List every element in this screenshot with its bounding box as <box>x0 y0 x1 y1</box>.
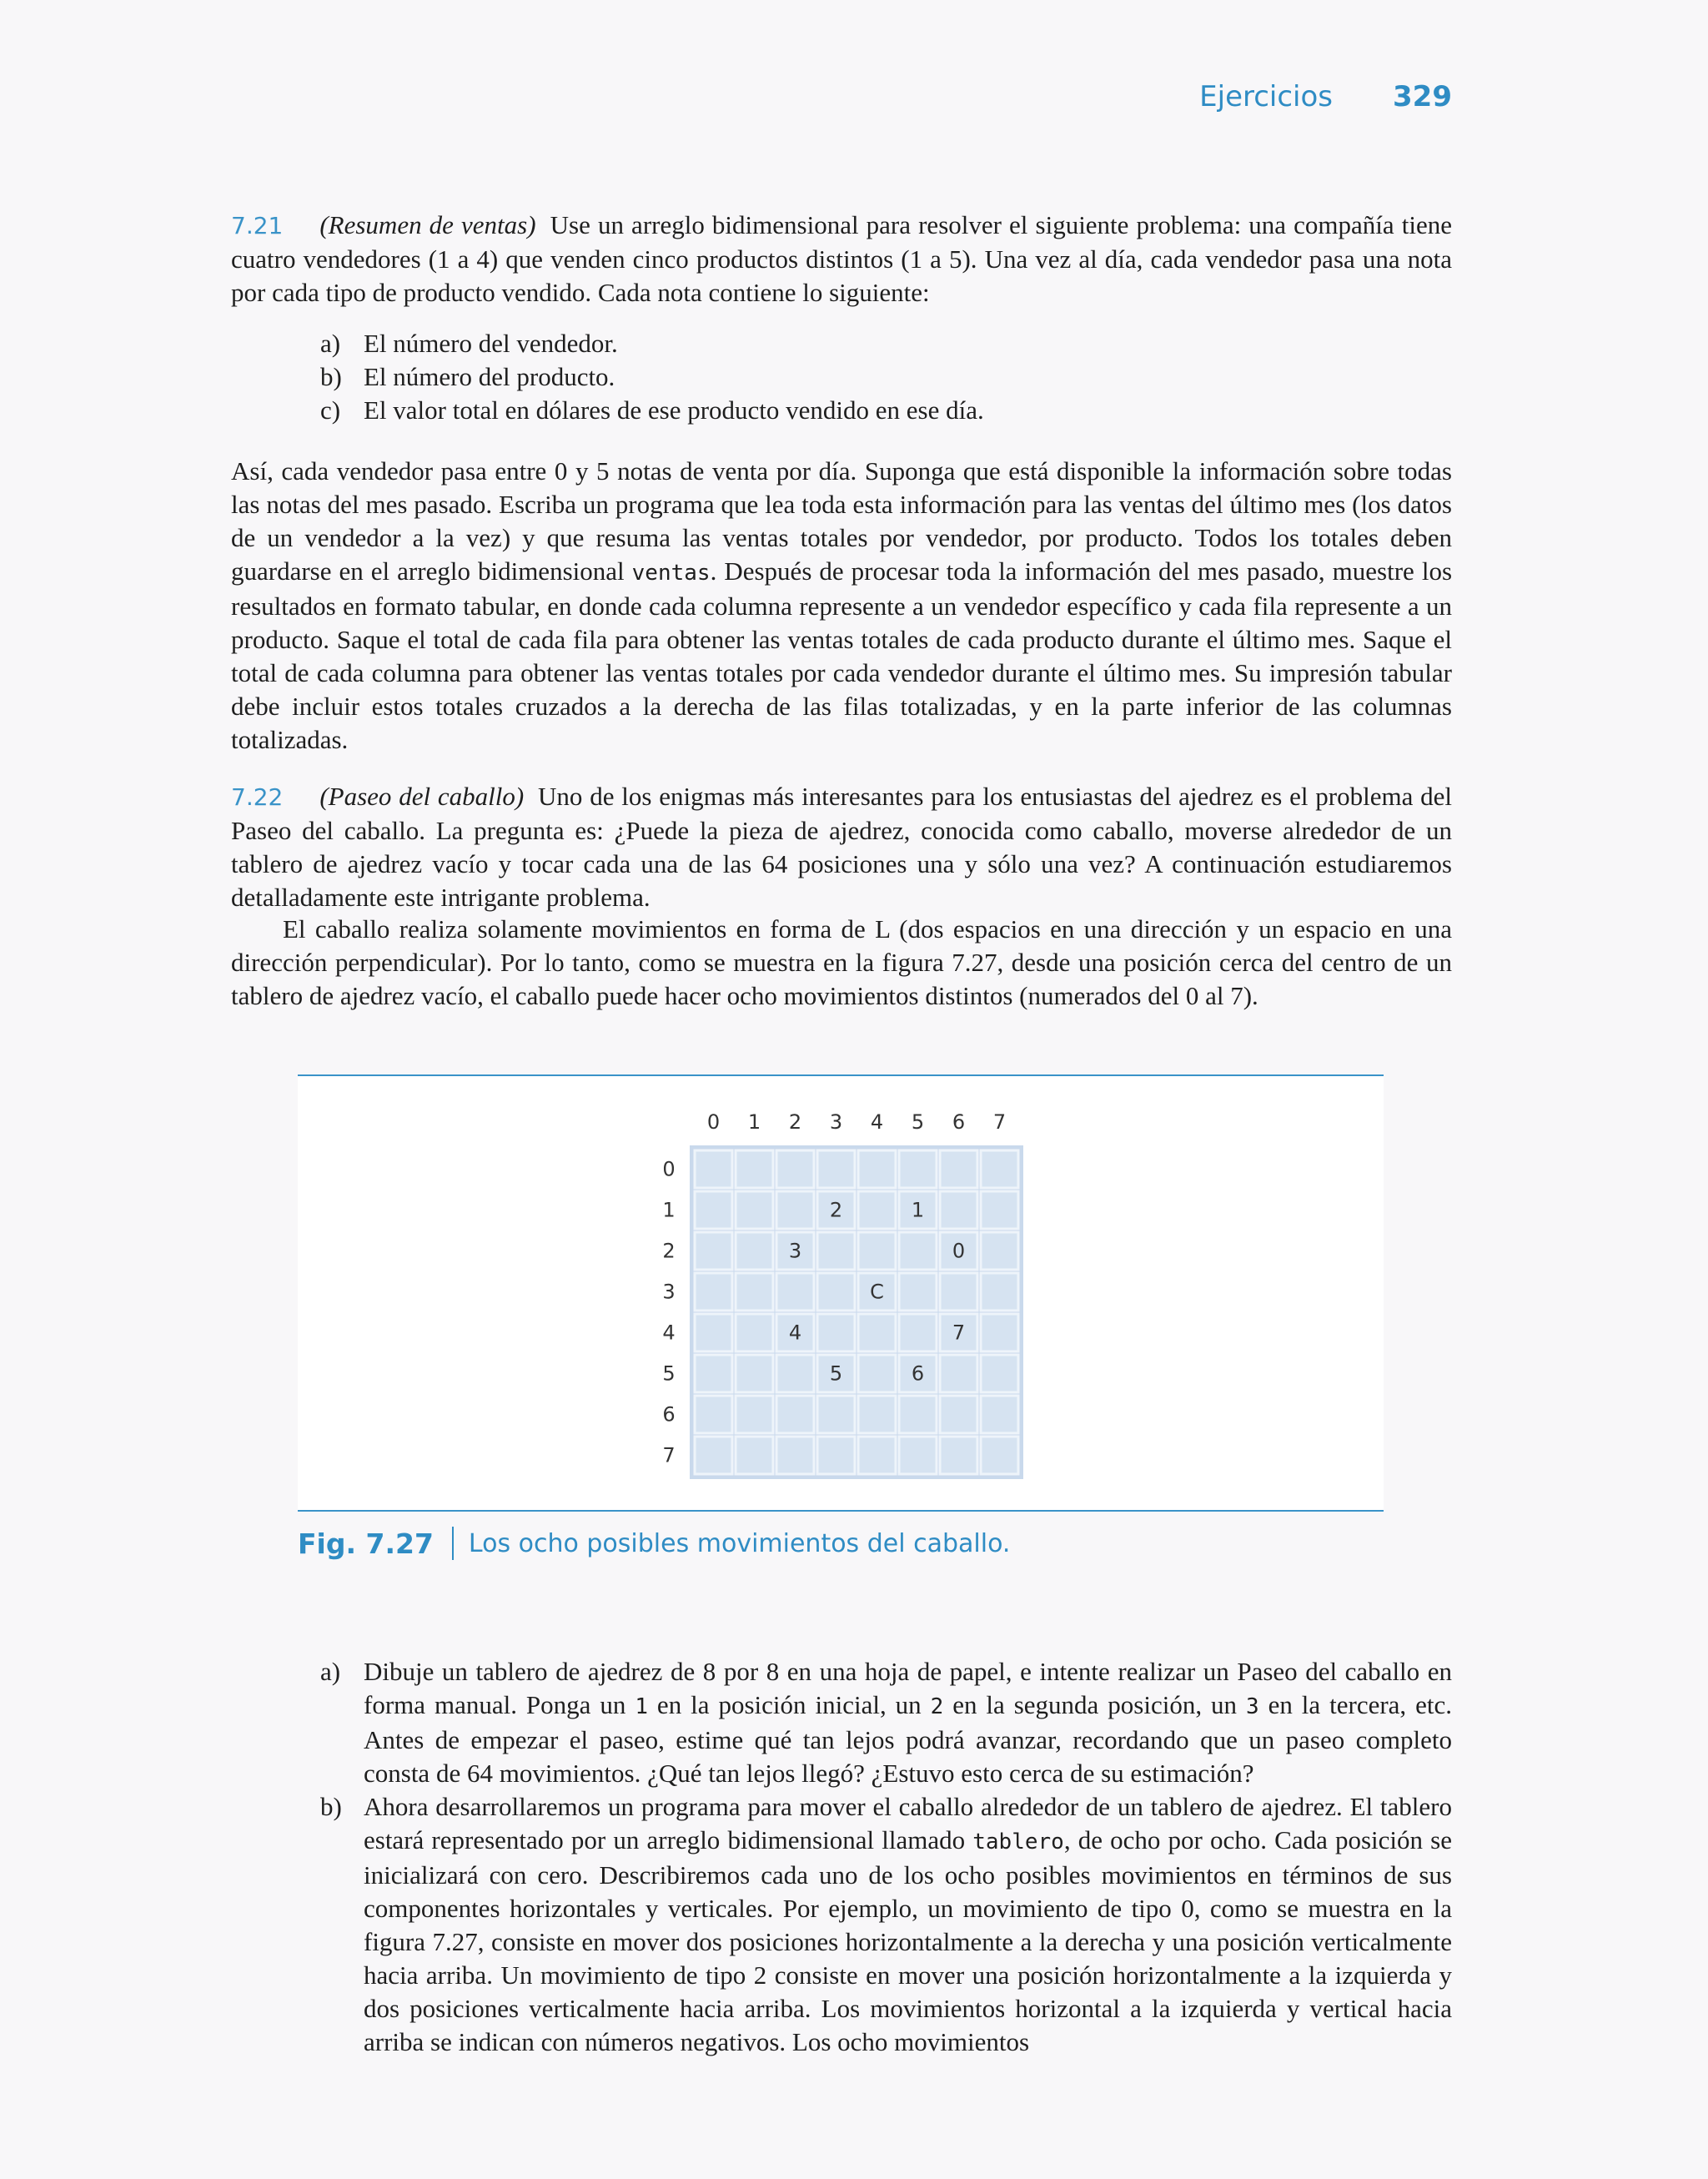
exercise-7-22-paragraph: El caballo realiza solamente movimientos en forma de L (dos espacios en una dirección y un espacio en una dirección perpendicular). Por lo tanto, como se muestra en la figura 7.27, desde una posición cerca del centro de un tablero de ajedrez vacío, el caballo puede hacer ocho movimientos distintos (numerados del 0 al 7). <box>231 914 1452 1010</box>
figure-caption <box>298 1527 1010 1560</box>
section-title: Ejercicios <box>1199 80 1334 113</box>
board-square <box>858 1396 896 1433</box>
page-number: 329 <box>1393 80 1452 113</box>
board-square <box>899 1150 937 1188</box>
board-square <box>940 1355 977 1392</box>
board-square <box>899 1314 937 1351</box>
code-two: 2 <box>930 1694 944 1719</box>
board-square <box>940 1396 977 1433</box>
board-square <box>736 1191 773 1229</box>
board-square <box>695 1314 732 1351</box>
column-label: 1 <box>747 1110 761 1134</box>
board-square <box>695 1232 732 1270</box>
knight-position-label: C <box>870 1280 884 1304</box>
board-square <box>858 1150 896 1188</box>
board-square <box>736 1232 773 1270</box>
list-item: a) Dibuje un tablero de ajedrez de 8 por 8 en una hoja de papel, e intente realizar un Paseo del caballo en forma manual. Ponga un 1 en la posición inicial, un 2 en la segunda posición, un 3 en la tercera, etc. Antes de empezar el paseo, estime qué tan lejos podrá avanzar, recordando que un paseo completo consta de 64 movimientos. ¿Qué tan lejos llegó? ¿Estuvo esto cerca de su estimación? <box>320 1657 1453 1788</box>
board-square <box>817 1437 855 1474</box>
board-square <box>858 1191 896 1229</box>
row-label: 3 <box>662 1280 676 1304</box>
row-label: 5 <box>662 1361 676 1386</box>
exercise-title: (Resumen de ventas) <box>319 210 536 239</box>
board-square <box>776 1355 814 1392</box>
move-number-label: 6 <box>911 1361 925 1386</box>
code-ventas: ventas <box>631 561 711 586</box>
figure-label: Fig. 7.27 <box>298 1527 434 1560</box>
running-head <box>1199 80 1452 113</box>
board-square <box>776 1437 814 1474</box>
board-square <box>817 1273 855 1311</box>
row-label: 2 <box>662 1239 676 1263</box>
board-square <box>899 1396 937 1433</box>
board-square <box>858 1232 896 1270</box>
board-square <box>695 1191 732 1229</box>
board-square <box>695 1273 732 1311</box>
exercise-title: (Paseo del caballo) <box>319 782 525 811</box>
board-square <box>736 1150 773 1188</box>
exercise-number: 7.22 <box>231 783 284 811</box>
row-label: 1 <box>662 1198 676 1222</box>
exercise-7-22-list <box>320 1655 1452 2059</box>
exercise-7-22-intro <box>231 780 1452 914</box>
board-square <box>776 1273 814 1311</box>
board-square <box>695 1150 732 1188</box>
list-item: b) Ahora desarrollaremos un programa para mover el caballo alrededor de un tablero de ajedrez. El tablero estará representado por un arreglo bidimensional llamado tablero, de ocho por ocho. Cada posición se inicializará con cero. Describiremos cada uno de los ocho posibles movimientos en términos de sus componentes horizontales y verticales. Por ejemplo, un movimiento de tipo 0, como se muestra en la figura 7.27, consiste en mover dos posiciones horizontalmente a la derecha y una posición verticalmente hacia arriba. Un movimiento de tipo 2 consiste en mover una posición horizontalmente a la izquierda y dos posiciones verticalmente hacia arriba. Los movimientos horizontal a la izquierda y vertical hacia arriba se indican con números negativos. Los ocho movimientos <box>320 1792 1452 2056</box>
board-square <box>817 1396 855 1433</box>
board-square <box>981 1273 1018 1311</box>
board-square <box>940 1191 977 1229</box>
board-square <box>981 1150 1018 1188</box>
list-item: c) El valor total en dólares de ese producto vendido en ese día. <box>320 395 984 425</box>
board-square <box>858 1314 896 1351</box>
board-square <box>899 1232 937 1270</box>
move-number-label: 1 <box>911 1198 925 1222</box>
board-square <box>736 1437 773 1474</box>
column-label: 3 <box>829 1110 843 1134</box>
board-square <box>899 1437 937 1474</box>
move-number-label: 3 <box>788 1239 802 1263</box>
move-number-label: 0 <box>952 1239 966 1263</box>
row-label: 4 <box>662 1321 676 1345</box>
code-one: 1 <box>635 1694 648 1719</box>
caption-divider <box>452 1527 454 1560</box>
board-square <box>981 1437 1018 1474</box>
board-square <box>858 1355 896 1392</box>
move-number-label: 2 <box>829 1198 843 1222</box>
column-label: 2 <box>788 1110 802 1134</box>
row-label: 6 <box>662 1402 676 1427</box>
board-square <box>817 1232 855 1270</box>
column-label: 4 <box>870 1110 884 1134</box>
board-square <box>858 1437 896 1474</box>
exercise-7-21-body: Así, cada vendedor pasa entre 0 y 5 notas de venta por día. Suponga que está disponible la información sobre todas las notas del mes pasado. Escriba un programa que lea toda esta información para las ventas del último mes (los datos de un vendedor a la vez) y que resuma las ventas totales por vendedor, por producto. Todos los totales deben guardarse en el arreglo bidimensional ventas. Después de procesar toda la información del mes pasado, muestre los resultados en formato tabular, en donde cada columna represente a un vendedor específico y cada fila represente a un producto. Saque el total de cada fila para obtener las ventas totales de cada producto durante el último mes. Saque el total de cada columna para obtener las ventas totales por cada vendedor durante el último mes. Su impresión tabular debe incluir estos totales cruzados a la derecha de las filas totalizadas, y en la parte inferior de las columnas totalizadas. <box>231 456 1453 754</box>
list-item: a) El número del vendedor. <box>320 329 618 358</box>
board-square <box>736 1314 773 1351</box>
move-number-label: 4 <box>788 1321 802 1345</box>
board-square <box>981 1396 1018 1433</box>
column-label: 5 <box>911 1110 925 1134</box>
column-label: 6 <box>952 1110 966 1134</box>
board-square <box>940 1437 977 1474</box>
chessboard-diagram <box>298 1076 1384 1510</box>
board-square <box>776 1191 814 1229</box>
board-square <box>981 1355 1018 1392</box>
board-square <box>776 1150 814 1188</box>
board-square <box>817 1314 855 1351</box>
board-square <box>736 1396 773 1433</box>
list-item: b) El número del producto. <box>320 362 615 391</box>
column-label: 0 <box>706 1110 721 1134</box>
board-square <box>981 1191 1018 1229</box>
exercise-number: 7.21 <box>231 212 284 239</box>
move-number-label: 5 <box>829 1361 843 1386</box>
board-square <box>695 1396 732 1433</box>
exercise-7-21-list <box>320 327 1452 427</box>
board-square <box>695 1437 732 1474</box>
column-label: 7 <box>992 1110 1007 1134</box>
board-square <box>940 1150 977 1188</box>
move-number-label: 7 <box>952 1321 966 1345</box>
board-square <box>940 1273 977 1311</box>
exercise-7-21-intro <box>231 209 1452 309</box>
knight-moves-figure <box>298 1074 1384 1512</box>
board-square <box>981 1314 1018 1351</box>
board-square <box>736 1273 773 1311</box>
board-square <box>776 1396 814 1433</box>
code-three: 3 <box>1245 1694 1259 1719</box>
board-square <box>695 1355 732 1392</box>
board-square <box>736 1355 773 1392</box>
row-label: 0 <box>662 1157 676 1181</box>
code-tablero: tablero <box>972 1829 1064 1854</box>
board-square <box>817 1150 855 1188</box>
row-label: 7 <box>662 1443 676 1467</box>
board-square <box>981 1232 1018 1270</box>
figure-caption-text: Los ocho posibles movimientos del caballo. <box>468 1528 1011 1558</box>
exercise-text: Use un arreglo bidimensional para resolver el siguiente problema: una compañía tiene cuatro vendedores (1 a 4) que venden cinco productos distintos (1 a 5). Una vez al día, cada vendedor pasa una nota por cada tipo de producto vendido. Cada nota contiene lo siguiente: <box>231 210 1452 307</box>
board-square <box>899 1273 937 1311</box>
exercise-text: Uno de los enigmas más interesantes para los entusiastas del ajedrez es el problema del Paseo del caballo. La pregunta es: ¿Puede la pieza de ajedrez, conocida como caballo, moverse alrededor de un tablero de ajedrez vacío y tocar cada una de las 64 posiciones una y sólo una vez? A continuación estudiaremos detalladamente este intrigante problema. <box>231 782 1453 912</box>
